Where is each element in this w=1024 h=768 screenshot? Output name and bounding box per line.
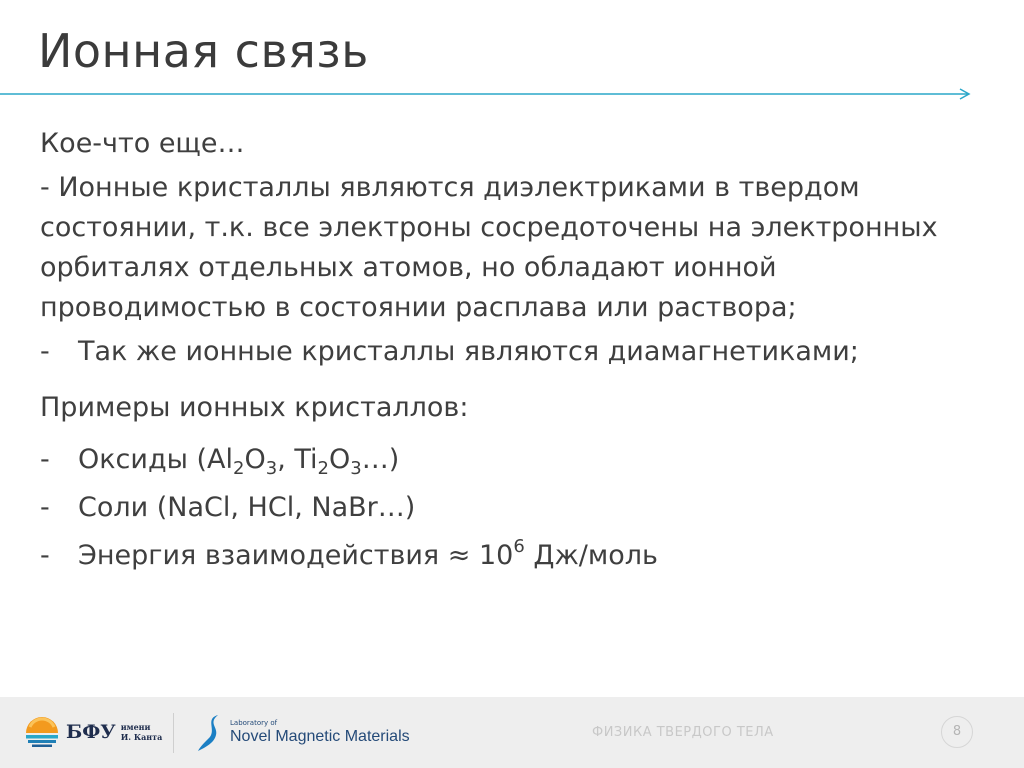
- lab-swoosh-logo-icon: [196, 713, 226, 753]
- lab-logo: [196, 713, 410, 753]
- bullet-text: Оксиды ($Al_2O_3$, $Ti_2O_3\dots$): [78, 444, 400, 479]
- lab-logo-name: Novel Magnetic Materials: [230, 728, 410, 745]
- page-number: 8: [941, 716, 973, 748]
- bullet-text: Соли (NaCl, HCl, NaBr…): [78, 492, 416, 523]
- lab-logo-small-text: Laboratory of: [230, 719, 278, 727]
- bullet-salts: [40, 488, 960, 528]
- bfu-sun-logo-icon: [24, 715, 60, 749]
- slide-footer: [0, 697, 1024, 768]
- bullet-energy: [40, 536, 960, 576]
- paragraph-dielectric: - Ионные кристаллы являются диэлектриками в твердом состоянии, т.к. все электроны сосредоточены на электронных орбиталях отдельных атомов, но обладают ионной проводимостью в состоянии расплава или раствора;: [40, 172, 938, 323]
- examples-heading: Примеры ионных кристаллов:: [40, 392, 469, 423]
- bullet-dash: -: [40, 336, 50, 367]
- bullet-diamagnetic: [40, 332, 960, 372]
- logo-divider: [173, 713, 174, 753]
- bullet-oxides: [40, 440, 960, 480]
- bfu-logo-subtitle: имени И. Канта: [120, 722, 163, 742]
- bullet-dash: -: [40, 444, 50, 475]
- bullet-text: Так же ионные кристаллы являются диамагнетиками;: [78, 336, 859, 367]
- bullet-dash: -: [40, 540, 50, 571]
- bullet-dash: -: [40, 492, 50, 523]
- slide-title: Ионная связь: [38, 24, 369, 78]
- slide-body: [40, 124, 960, 576]
- intro-text: Кое-что еще…: [40, 128, 245, 159]
- bfu-logo-text: БФУ: [66, 721, 116, 743]
- bullet-text: Энергия взаимодействия ≈ $10^6$ Дж/моль: [78, 536, 658, 571]
- title-underline: [0, 86, 976, 102]
- bfu-logo: [24, 715, 162, 749]
- course-name: ФИЗИКА ТВЕРДОГО ТЕЛА: [592, 725, 774, 740]
